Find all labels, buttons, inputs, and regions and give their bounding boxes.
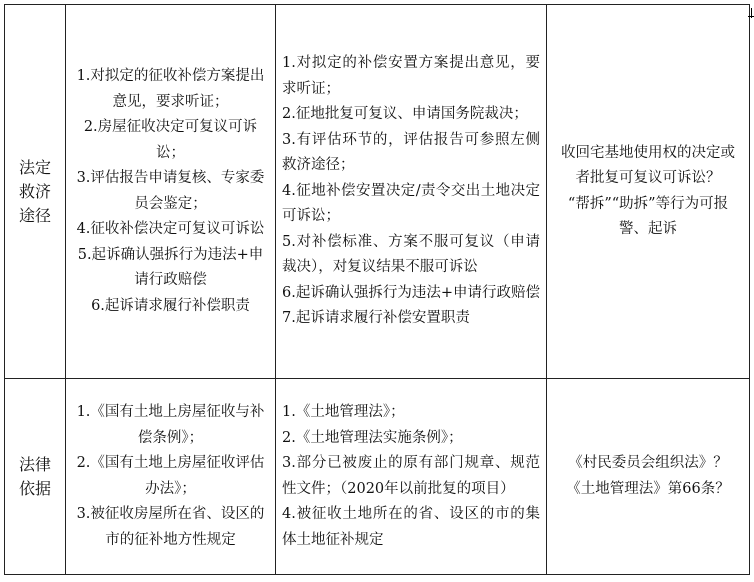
- list-item: 3.部分已被废止的原有部门规章、规范性文件；（2020年以前批复的项目）: [282, 455, 540, 497]
- row-header-line: 法律: [18, 454, 51, 474]
- list-item: 收回宅基地使用权的决定或者批复可复议可诉讼？: [561, 144, 735, 186]
- list-item: 5.对补偿标准、方案不服可复议（申请裁决），对复议结果不服可诉讼: [282, 233, 540, 276]
- list-item: 5.起诉确认强拆行为违法+申请行政赔偿: [77, 246, 264, 288]
- list-item: 2.《国有土地上房屋征收评估办法》；: [76, 455, 265, 497]
- list-item: 2.房屋征收决定可复议可诉讼；: [83, 119, 258, 161]
- list-item: 4.征地补偿安置决定/责令交出土地决定可诉讼；: [282, 182, 540, 225]
- list-item: 6.起诉确认强拆行为违法+申请行政赔偿: [282, 284, 540, 301]
- cell-homestead-remedies: [547, 5, 750, 379]
- cell-state-owned-remedies: [66, 5, 276, 379]
- row-header-line: 救济: [18, 181, 51, 201]
- list-item: 4.征收补偿决定可复议可诉讼: [76, 221, 265, 237]
- row-header-line: 途径: [18, 205, 51, 225]
- row-header-line: 法定: [18, 157, 51, 177]
- table-row-legal-basis: [5, 379, 750, 575]
- list-item: 1.《土地管理法》；: [282, 404, 405, 420]
- cell-collective-land-remedies: [276, 5, 547, 379]
- table-row-remedies: [5, 5, 750, 379]
- paragraph-mark-stem: [751, 8, 752, 18]
- cell-state-owned-basis: [66, 379, 276, 575]
- row-header-line: 依据: [18, 478, 51, 498]
- list-item: 《土地管理法》第66条？: [566, 480, 730, 497]
- list-item: 4.被征收土地所在的省、设区的市的集体土地征补规定: [282, 506, 540, 548]
- list-item: 7.起诉请求履行补偿安置职责: [282, 310, 470, 327]
- list-item: 6.起诉请求履行补偿职责: [91, 297, 250, 314]
- list-item: 1.对拟定的补偿安置方案提出意见，要求听证；: [282, 55, 540, 97]
- list-item: 3.有评估环节的，评估报告可参照左侧救济途径；: [282, 131, 540, 174]
- list-item: 2.征地批复可复议、申请国务院裁决；: [282, 106, 528, 123]
- list-item: “帮拆”“助拆”等行为可报警、起诉: [567, 195, 729, 237]
- row-header-remedies: [5, 5, 66, 379]
- cell-homestead-basis: [547, 379, 750, 575]
- row-header-legal-basis: [5, 379, 66, 575]
- list-item: 3.评估报告申请复核、专家委员会鉴定；: [76, 170, 265, 212]
- cell-collective-land-basis: [276, 379, 547, 575]
- list-item: 1.《国有土地上房屋征收与补偿条例》；: [76, 404, 265, 446]
- list-item: 《村民委员会组织法》？: [568, 455, 728, 471]
- law-comparison-table: [4, 4, 750, 575]
- list-item: 3.被征收房屋所在省、设区的市的征补地方性规定: [76, 506, 265, 548]
- list-item: 1.对拟定的征收补偿方案提出意见，要求听证；: [76, 68, 265, 110]
- list-item: 2.《土地管理法实施条例》；: [282, 429, 463, 446]
